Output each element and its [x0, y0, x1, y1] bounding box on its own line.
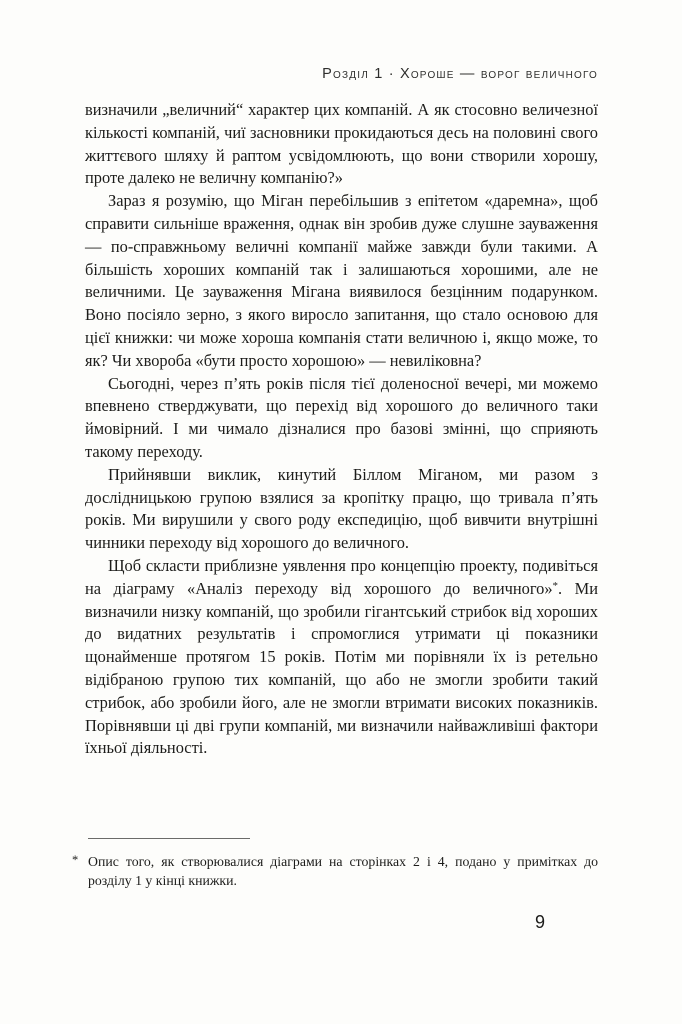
footnote-reference-asterisk: *: [552, 579, 559, 592]
footnote-divider-rule: [88, 838, 250, 839]
paragraph: Прийнявши виклик, кинутий Біллом Міганом, ми разом з дослідницькою групою взялися за кропітку працю, що тривала п’ять років. Ми вирушили у свого роду експедицію, щоб вивчити внутрішні чинники переходу від хорошого до величного.: [85, 464, 598, 553]
paragraph: [85, 555, 598, 760]
paragraph-text: . Ми визначили низку компаній, що зробили гігантський стрибок від хороших до видатних результатів і спромоглися утримати ці показники щонайменше протягом 15 років. Потім ми порівняли їх із ретельно відібраною групою тих компаній, що або не змогли зробити такий стрибок, або зробили його, але не змогли втримати високих показників. Порівнявши ці дві групи компаній, ми визначили найважливіші фактори їхньої діяльності.: [85, 578, 598, 758]
paragraph-text: Щоб скласти приблизне уявлення про концепцію проекту, подивіться на діаграму «Аналіз переходу від хорошого до величного»: [85, 555, 598, 598]
body-text: [85, 99, 598, 760]
running-header: Розділ 1 · Хороше — ворог величного: [322, 66, 598, 82]
footnote-text: Опис того, як створювалися діаграми на сторінках 2 і 4, подано у примітках до розділу 1 у кінці книжки.: [88, 854, 598, 888]
page-number: 9: [535, 912, 546, 932]
footnote-marker: *: [72, 853, 79, 867]
footnote: [72, 852, 598, 890]
paragraph: Зараз я розумію, що Міган перебільшив з епітетом «даремна», щоб справити сильніше враження, однак він зробив дуже слушне зауваження — по-справжньому величні компанії майже завжди були такими. А більшість хороших компаній так і залишаються хорошими, але не величними. Це зауваження Мігана виявилося безцінним подарунком. Воно посіяло зерно, з якого виросло запитання, що стало основою для цієї книжки: чи може хороша компанія стати величною і, якщо може, то як? Чи хвороба «бути просто хорошою» — невиліковна?: [85, 191, 598, 370]
paragraph: визначили „величний“ характер цих компаній. А як стосовно величезної кількості компаній, чиї засновники прокидаються десь на половині свого життєвого шляху й раптом усвідомлюють, що вони створили хорошу, проте далеко не величну компанію?»: [85, 100, 598, 188]
paragraph: Сьогодні, через п’ять років після тієї доленосної вечері, ми можемо впевнено стверджувати, що перехід від хорошого до величного таки ймовірний. І ми чимало дізналися про базові змінні, що сприяють такому переходу.: [85, 373, 598, 461]
footnote-area: [72, 838, 598, 890]
